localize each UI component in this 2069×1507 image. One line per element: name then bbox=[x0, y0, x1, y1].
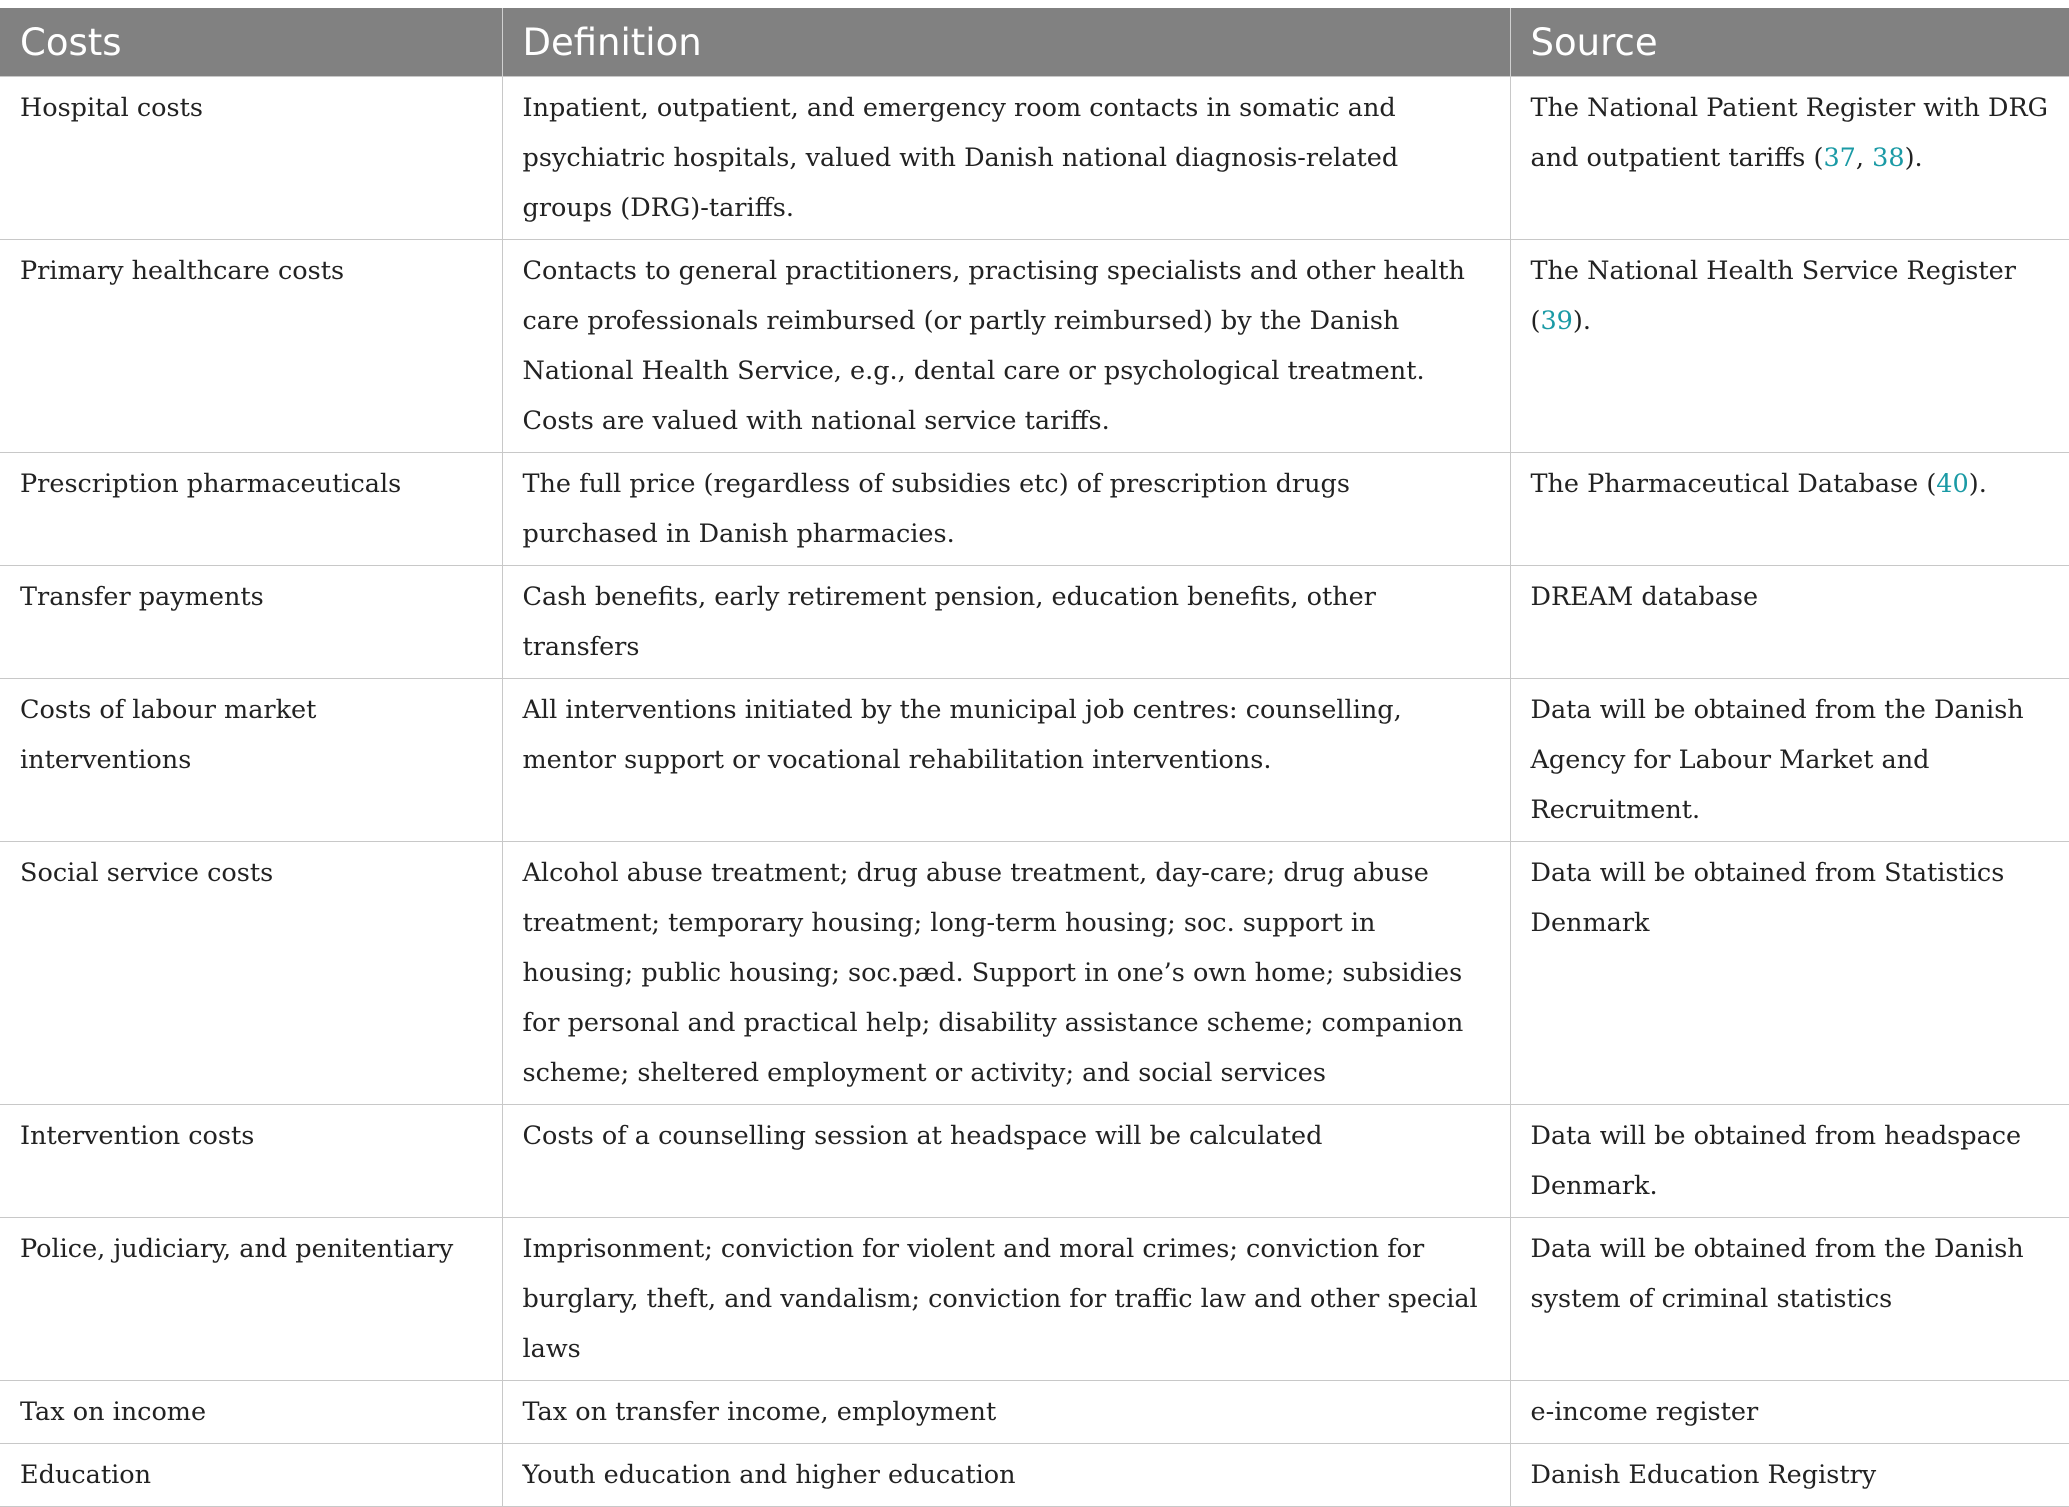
cost-cell: Transfer payments bbox=[0, 566, 502, 679]
source-text: Data will be obtained from Statistics Denmark bbox=[1530, 858, 2005, 938]
source-text: ). bbox=[1904, 143, 1923, 173]
cost-cell: Police, judiciary, and penitentiary bbox=[0, 1218, 502, 1381]
source-text: Data will be obtained from the Danish system of criminal statistics bbox=[1530, 1234, 2024, 1314]
source-text: e-income register bbox=[1530, 1397, 1759, 1427]
definition-cell: Contacts to general practitioners, practising specialists and other health care professionals reimbursed (or partly reimbursed) by the Danish National Health Service, e.g., dental care or psychological treatment. Costs are valued with national service tariffs. bbox=[502, 240, 1510, 453]
source-text: Data will be obtained from the Danish Agency for Labour Market and Recruitment. bbox=[1530, 695, 2024, 825]
source-cell bbox=[1510, 1105, 2069, 1218]
table-row bbox=[0, 1105, 2069, 1218]
source-cell bbox=[1510, 1381, 2069, 1444]
source-cell bbox=[1510, 1444, 2069, 1507]
cost-cell: Hospital costs bbox=[0, 77, 502, 240]
cost-cell: Education bbox=[0, 1444, 502, 1507]
table-row bbox=[0, 679, 2069, 842]
cost-cell: Tax on income bbox=[0, 1381, 502, 1444]
definition-cell: Tax on transfer income, employment bbox=[502, 1381, 1510, 1444]
table-row bbox=[0, 842, 2069, 1105]
reference-link[interactable]: 40 bbox=[1936, 469, 1969, 499]
source-text: ). bbox=[1572, 306, 1591, 336]
source-text: , bbox=[1855, 143, 1873, 173]
cost-table-container bbox=[0, 8, 2069, 1507]
table-row bbox=[0, 1218, 2069, 1381]
source-cell bbox=[1510, 566, 2069, 679]
reference-link[interactable]: 39 bbox=[1540, 306, 1573, 336]
cost-cell: Primary healthcare costs bbox=[0, 240, 502, 453]
table-row bbox=[0, 566, 2069, 679]
reference-link[interactable]: 38 bbox=[1872, 143, 1905, 173]
source-cell bbox=[1510, 453, 2069, 566]
definition-cell: All interventions initiated by the municipal job centres: counselling, mentor support or vocational rehabilitation interventions. bbox=[502, 679, 1510, 842]
cost-table bbox=[0, 8, 2069, 1507]
table-body bbox=[0, 77, 2069, 1507]
header-row bbox=[0, 8, 2069, 77]
table-row bbox=[0, 453, 2069, 566]
header-definition: Definition bbox=[502, 8, 1510, 77]
definition-cell: Alcohol abuse treatment; drug abuse treatment, day-care; drug abuse treatment; temporary housing; long-term housing; soc. support in housing; public housing; soc.pæd. Support in one’s own home; subsidies for personal and practical help; disability assistance scheme; companion scheme; sheltered employment or activity; and social services bbox=[502, 842, 1510, 1105]
source-text: The National Patient Register with DRG and outpatient tariffs ( bbox=[1530, 93, 2049, 173]
definition-cell: Youth education and higher education bbox=[502, 1444, 1510, 1507]
definition-cell: Imprisonment; conviction for violent and moral crimes; conviction for burglary, theft, and vandalism; conviction for traffic law and other special laws bbox=[502, 1218, 1510, 1381]
source-text: Data will be obtained from headspace Denmark. bbox=[1530, 1121, 2022, 1201]
source-text: The Pharmaceutical Database ( bbox=[1530, 469, 1937, 499]
source-cell bbox=[1510, 679, 2069, 842]
reference-link[interactable]: 37 bbox=[1823, 143, 1856, 173]
source-cell bbox=[1510, 1218, 2069, 1381]
table-row bbox=[0, 77, 2069, 240]
table-row bbox=[0, 1444, 2069, 1507]
definition-cell: Costs of a counselling session at headspace will be calculated bbox=[502, 1105, 1510, 1218]
source-text: ). bbox=[1968, 469, 1987, 499]
source-text: DREAM database bbox=[1530, 582, 1759, 612]
source-cell bbox=[1510, 842, 2069, 1105]
header-costs: Costs bbox=[0, 8, 502, 77]
cost-cell: Intervention costs bbox=[0, 1105, 502, 1218]
table-header bbox=[0, 8, 2069, 77]
definition-cell: The full price (regardless of subsidies etc) of prescription drugs purchased in Danish pharmacies. bbox=[502, 453, 1510, 566]
source-text: The National Health Service Register ( bbox=[1530, 256, 2016, 336]
table-row bbox=[0, 1381, 2069, 1444]
definition-cell: Inpatient, outpatient, and emergency room contacts in somatic and psychiatric hospitals, valued with Danish national diagnosis-related groups (DRG)-tariffs. bbox=[502, 77, 1510, 240]
header-source: Source bbox=[1510, 8, 2069, 77]
table-row bbox=[0, 240, 2069, 453]
cost-cell: Social service costs bbox=[0, 842, 502, 1105]
definition-cell: Cash benefits, early retirement pension, education benefits, other transfers bbox=[502, 566, 1510, 679]
source-cell bbox=[1510, 77, 2069, 240]
source-cell bbox=[1510, 240, 2069, 453]
source-text: Danish Education Registry bbox=[1530, 1460, 1877, 1490]
cost-cell: Prescription pharmaceuticals bbox=[0, 453, 502, 566]
cost-cell: Costs of labour market interventions bbox=[0, 679, 502, 842]
